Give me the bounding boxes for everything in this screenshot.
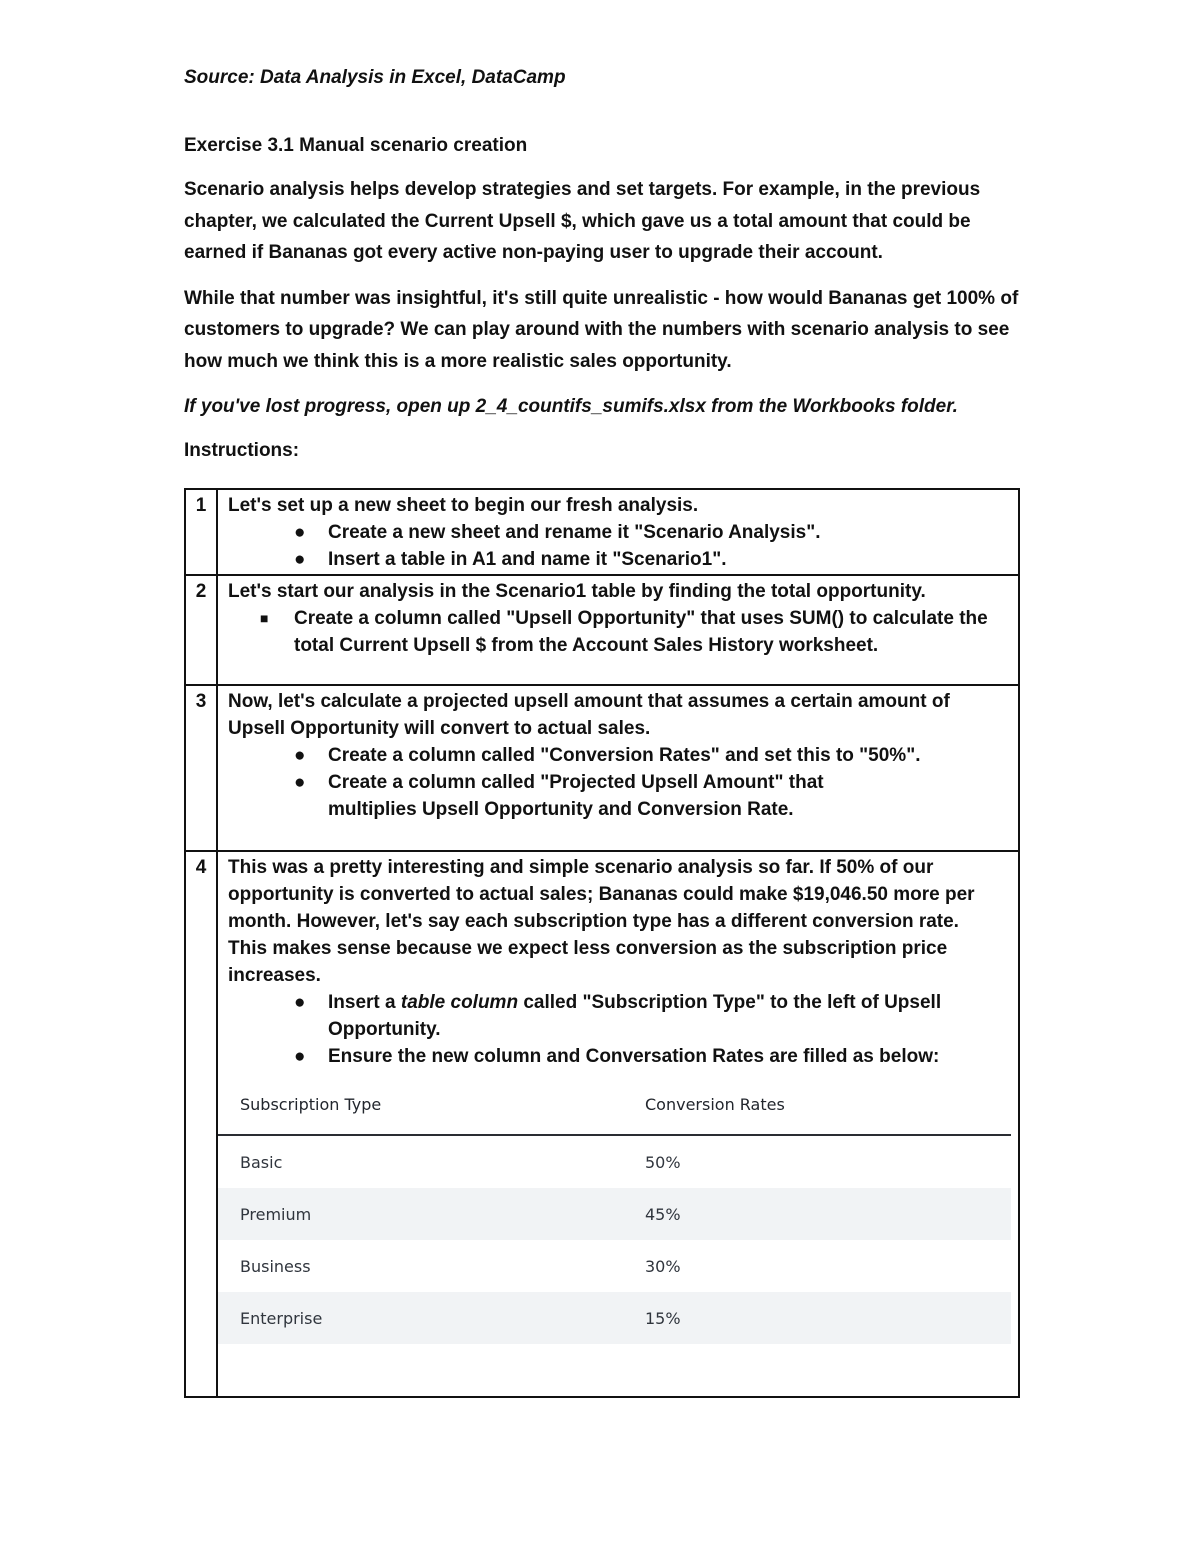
step-row xyxy=(185,575,1019,685)
step-number: 3 xyxy=(185,685,217,851)
document-page xyxy=(184,64,1020,465)
bullet-icon: ● xyxy=(294,992,306,1013)
table-cell: Premium xyxy=(240,1204,312,1224)
list-item: ● Insert a table column called "Subscription Type" to the left of Upsell Opportunity. xyxy=(228,989,1018,1043)
step-body xyxy=(217,575,1019,685)
step-row xyxy=(185,489,1019,575)
list-item: ● Create a new sheet and rename it "Scenario Analysis". xyxy=(228,519,1010,546)
list-item: ● Ensure the new column and Conversation Rates are filled as below: xyxy=(228,1043,1018,1070)
step-text: Now, let's calculate a projected upsell amount that assumes a certain amount of Upsell Opportunity will convert to actual sales. xyxy=(228,691,950,739)
step-body xyxy=(217,685,1019,851)
table-cell: Business xyxy=(240,1256,311,1276)
progress-note: If you've lost progress, open up 2_4_countifs_sumifs.xlsx from the Workbooks folder. xyxy=(184,396,958,417)
table-cell: 30% xyxy=(645,1256,681,1276)
bullet-list xyxy=(228,519,1010,573)
step-body xyxy=(217,489,1019,575)
step-text: Let's set up a new sheet to begin our fresh analysis. xyxy=(228,495,699,516)
list-item: ● Insert a table in A1 and name it "Scenario1". xyxy=(228,546,1010,573)
column-header: Conversion Rates xyxy=(645,1094,785,1114)
conversion-rates-table xyxy=(218,1074,1011,1344)
step-body xyxy=(217,851,1019,1397)
instructions-table xyxy=(184,488,1020,1398)
bullet-icon: ● xyxy=(294,745,306,766)
bullet-icon: ● xyxy=(294,772,306,793)
source-line: Source: Data Analysis in Excel, DataCamp xyxy=(184,67,566,88)
bullet-list xyxy=(228,989,1018,1070)
step-row xyxy=(185,851,1019,1397)
intro-paragraph-1: Scenario analysis helps develop strategies and set targets. For example, in the previous chapter, we calculated the Current Upsell $, which gave us a total amount that could be earned if Bananas got every active non-paying user to upgrade their account. xyxy=(184,179,981,263)
table-row xyxy=(218,1292,1011,1344)
step-text: Let's start our analysis in the Scenario1 table by finding the total opportunity. xyxy=(228,581,926,602)
instructions-label: Instructions: xyxy=(184,439,300,461)
bullet-list xyxy=(228,605,1010,659)
bullet-icon: ● xyxy=(294,1046,306,1067)
table-header-row xyxy=(218,1074,1011,1136)
intro-paragraph-2: While that number was insightful, it's still quite unrealistic - how would Bananas get 100% of customers to upgrade? We can play around with the numbers with scenario analysis to see how much we think this is a more realistic sales opportunity. xyxy=(184,287,1019,372)
table-row xyxy=(218,1136,1011,1188)
bullet-list xyxy=(228,742,1010,823)
step-number: 2 xyxy=(185,575,217,685)
table-cell: 50% xyxy=(645,1152,681,1172)
list-item: ● Create a column called "Conversion Rates" and set this to "50%". xyxy=(228,742,1010,769)
list-item: ● Create a column called "Projected Upsell Amount" that multiplies Upsell Opportunity and Conversion Rate. xyxy=(228,769,1010,823)
step-number: 4 xyxy=(185,851,217,1397)
table-cell: 15% xyxy=(645,1308,681,1328)
exercise-heading: Exercise 3.1 Manual scenario creation xyxy=(184,135,528,156)
bullet-icon: ● xyxy=(294,522,306,543)
table-cell: Enterprise xyxy=(240,1308,323,1328)
square-bullet-icon: ■ xyxy=(260,610,269,626)
table-row xyxy=(218,1240,1011,1292)
table-cell: 45% xyxy=(645,1204,681,1224)
bullet-icon: ● xyxy=(294,549,306,570)
table-row xyxy=(218,1188,1011,1240)
list-item: ■ Create a column called "Upsell Opportunity" that uses SUM() to calculate the total Current Upsell $ from the Account Sales History worksheet. xyxy=(228,605,1010,659)
step-number: 1 xyxy=(185,489,217,575)
table-cell: Basic xyxy=(240,1152,283,1172)
step-text: This was a pretty interesting and simple scenario analysis so far. If 50% of our opportunity is converted to actual sales; Bananas could make $19,046.50 more per month. However, let's say each subscription type has a different conversion rate. This makes sense because we expect less conversion as the subscription price increases. xyxy=(228,857,975,986)
column-header: Subscription Type xyxy=(240,1094,382,1114)
step-row xyxy=(185,685,1019,851)
